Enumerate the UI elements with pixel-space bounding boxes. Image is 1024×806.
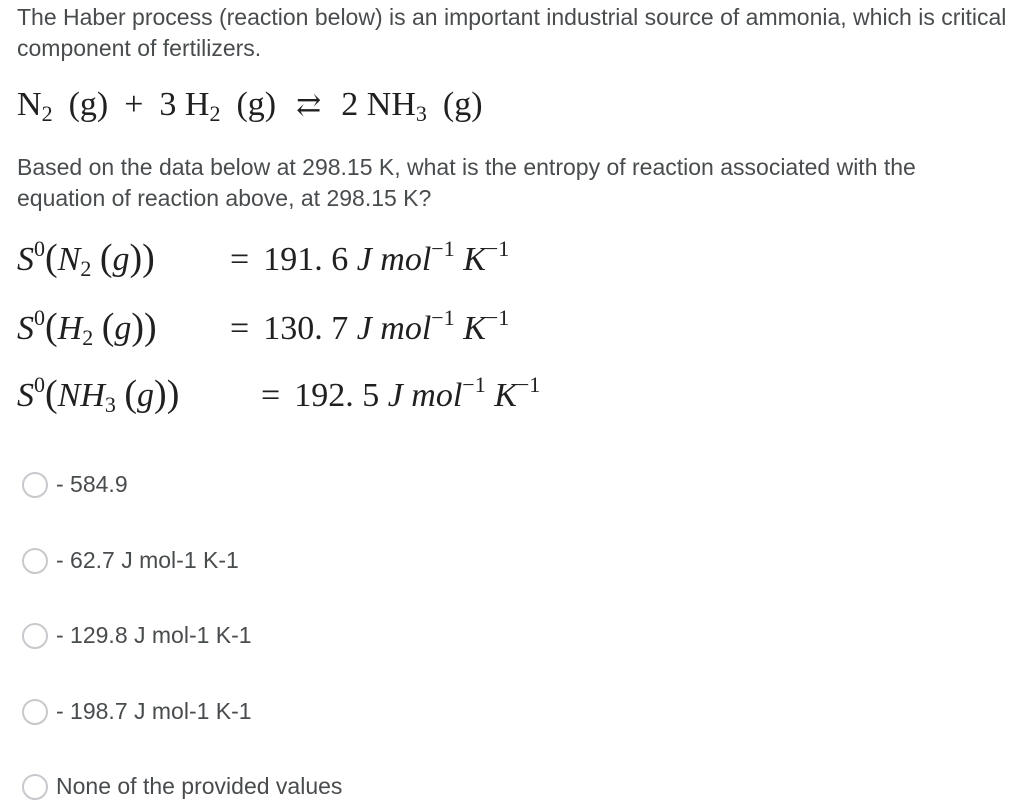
answer-option-1[interactable] (22, 471, 128, 498)
answer-option-3[interactable] (22, 622, 252, 649)
unit-mol-exponent: −1 (462, 372, 486, 397)
unit-j: J (356, 241, 372, 278)
nh3-state: (g) (442, 86, 483, 123)
equals-sign: = (261, 377, 281, 414)
entropy-lhs-h2: $S^0(H_2$ (g)) (17, 305, 157, 350)
n2-subscript: 2 (41, 101, 53, 126)
radio-button[interactable] (22, 774, 48, 800)
entropy-line-h2 (17, 305, 509, 349)
reactant-n2 (17, 86, 53, 126)
unit-k-exponent: −1 (485, 236, 510, 261)
unit-j: J (356, 310, 372, 347)
s-superscript: 0 (34, 236, 45, 261)
question-intro-text: The Haber process (reaction below) is an important industrial source of ammonia, which is critical component of fertilizers. (17, 4, 1007, 61)
h2-symbol: 3 H (159, 86, 210, 123)
radio-button[interactable] (22, 548, 48, 574)
species-subscript: 2 (80, 256, 92, 281)
radio-button[interactable] (22, 472, 48, 498)
state-label: g (112, 241, 130, 278)
s-superscript: 0 (34, 372, 45, 397)
answer-option-label: - 129.8 J mol-1 K-1 (56, 622, 252, 648)
radio-button[interactable] (22, 623, 48, 649)
answer-option-label: - 198.7 J mol-1 K-1 (56, 698, 252, 724)
reactant-h2 (159, 86, 221, 126)
unit-mol-exponent: −1 (431, 305, 455, 330)
unit-k-exponent: −1 (516, 372, 541, 397)
entropy-value: 191. 6 (263, 241, 349, 278)
answer-option-4[interactable] (22, 698, 252, 725)
species-subscript: 2 (82, 325, 94, 350)
product-nh3 (341, 86, 427, 126)
state-label: g (114, 310, 132, 347)
n2-symbol: N (17, 86, 42, 123)
entropy-unit (387, 372, 541, 414)
species-subscript: 3 (104, 392, 116, 417)
answer-option-label: - 62.7 J mol-1 K-1 (56, 547, 239, 573)
nh3-subscript: 3 (415, 101, 427, 126)
s-symbol: S (17, 310, 34, 347)
s-superscript: 0 (34, 305, 45, 330)
entropy-value: 192. 5 (294, 377, 380, 414)
s-symbol: S (17, 241, 34, 278)
entropy-line-nh3 (17, 372, 540, 416)
unit-mol-exponent: −1 (431, 236, 455, 261)
unit-k-exponent: −1 (485, 305, 510, 330)
radio-button[interactable] (22, 699, 48, 725)
s-symbol: S (17, 377, 34, 414)
species-label: NH (57, 377, 105, 414)
plus-sign: + (124, 86, 144, 123)
entropy-unit (356, 305, 510, 347)
equals-sign: = (230, 310, 250, 347)
equals-sign: = (230, 241, 250, 278)
unit-k: K (463, 310, 486, 347)
h2-state: (g) (236, 86, 277, 123)
unit-mol: mol (380, 241, 432, 278)
h2-subscript: 2 (209, 101, 221, 126)
entropy-line-n2 (17, 236, 509, 280)
species-label: H (57, 310, 83, 347)
nh3-symbol: 2 NH (341, 86, 416, 123)
unit-k: K (463, 241, 486, 278)
equilibrium-arrow-icon: ⇄ (296, 89, 322, 122)
reaction-equation (17, 86, 483, 124)
entropy-value: 130. 7 (263, 310, 349, 347)
answer-option-5[interactable] (22, 773, 342, 800)
entropy-lhs-n2: $S^0(N_2$ (g)) (17, 236, 155, 281)
species-label: N (57, 241, 81, 278)
answer-option-label: - 584.9 (56, 471, 128, 497)
answer-option-label: None of the provided values (56, 773, 343, 799)
unit-j: J (387, 377, 403, 414)
unit-mol: mol (411, 377, 463, 414)
n2-state: (g) (68, 86, 109, 123)
entropy-unit (356, 236, 510, 278)
entropy-lhs-nh3: $S^0(NH_3$ (g)) (17, 372, 180, 417)
question-prompt-text: Based on the data below at 298.15 K, what is the entropy of reaction associated with the equation of reaction above, at 298.15 K? (17, 154, 916, 211)
unit-mol: mol (380, 310, 432, 347)
answer-option-2[interactable] (22, 547, 239, 574)
unit-k: K (494, 377, 517, 414)
state-label: g (137, 377, 155, 414)
